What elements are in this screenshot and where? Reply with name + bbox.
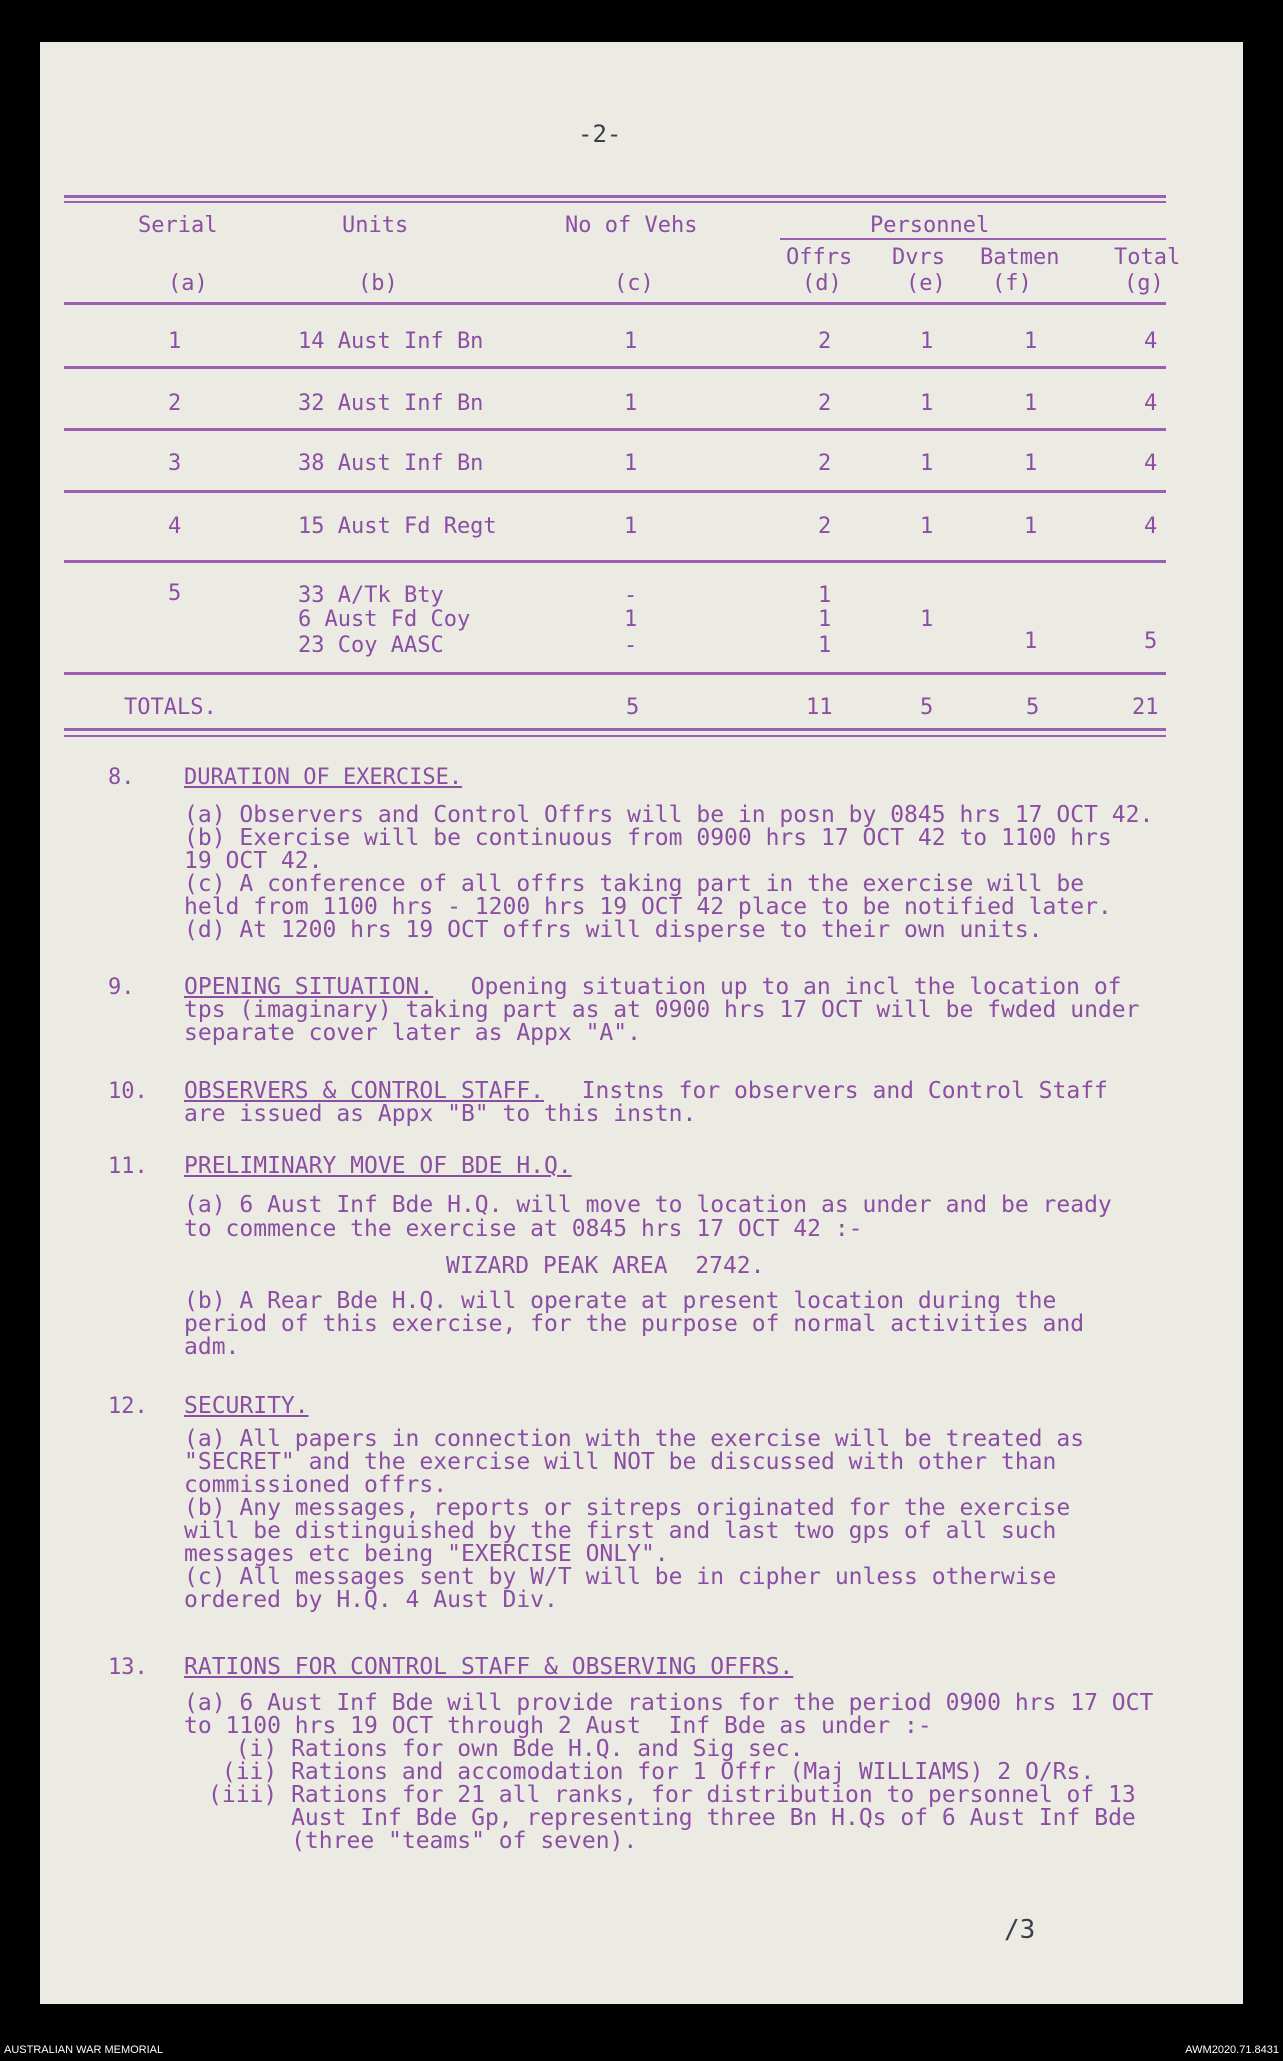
totals-label: TOTALS. (124, 695, 217, 720)
table-row-5-dvrs: 1 (920, 607, 934, 632)
totals-dvrs: 5 (920, 695, 934, 720)
table-row-5-unit-2: 6 Aust Fd Coy (298, 607, 471, 632)
row-5-rule (64, 672, 1166, 675)
table-row-4-serial: 4 (168, 514, 182, 539)
section-13-number: 13. (108, 1655, 148, 1680)
header-batmen: Batmen (980, 245, 1060, 270)
table-row-3-batmen: 1 (1024, 451, 1038, 476)
section-11-a-line-2: to commence the exercise at 0845 hrs 17 OCT 42 :- (184, 1216, 863, 1242)
footer-institution: AUSTRALIAN WAR MEMORIAL (4, 2044, 164, 2056)
table-row-5-vehs-2: 1 (624, 607, 638, 632)
totals-offrs: 11 (806, 695, 833, 720)
table-row-2-dvrs: 1 (920, 391, 934, 416)
header-personnel: Personnel (870, 213, 990, 238)
section-12-line-8: ordered by H.Q. 4 Aust Div. (184, 1587, 558, 1613)
section-13-item-3: (iii) Rations for 21 all ranks, for distribution to personnel of 13 (208, 1782, 1136, 1808)
header-dvrs: Dvrs (892, 245, 945, 270)
header-dvrs-code: (e) (906, 271, 946, 296)
section-13-line-1: (a) 6 Aust Inf Bde will provide rations for the period 0900 hrs 17 OCT (184, 1690, 1154, 1716)
section-12-line-1: (a) All papers in connection with the exercise will be treated as (184, 1426, 1085, 1452)
table-row-4-dvrs: 1 (920, 514, 934, 539)
totals-vehs: 5 (626, 695, 640, 720)
table-row-4-batmen: 1 (1024, 514, 1038, 539)
section-13-item-1: (i) Rations for own Bde H.Q. and Sig sec. (208, 1736, 804, 1762)
table-row-4-offrs: 2 (818, 514, 832, 539)
table-row-5-unit-1: 33 A/Tk Bty (298, 583, 444, 608)
table-row-5-batmen: 1 (1024, 629, 1038, 654)
table-row-2-offrs: 2 (818, 391, 832, 416)
header-vehs: No of Vehs (565, 213, 698, 238)
table-row-1-total: 4 (1144, 329, 1158, 354)
section-10-title: OBSERVERS & CONTROL STAFF. (184, 1078, 545, 1104)
section-8-number: 8. (108, 765, 135, 790)
table-row-5-total: 5 (1144, 629, 1158, 654)
section-13-title: RATIONS FOR CONTROL STAFF & OBSERVING OFFRS. (184, 1654, 794, 1680)
section-12-title: SECURITY. (184, 1393, 309, 1419)
header-total-code: (g) (1124, 271, 1164, 296)
header-serial: Serial (138, 213, 218, 238)
page-number: -2- (578, 120, 622, 148)
table-row-4-total: 4 (1144, 514, 1158, 539)
table-row-2-unit: 32 Aust Inf Bn (298, 391, 484, 416)
header-vehs-code: (c) (614, 271, 654, 296)
footer-accession: AWM2020.71.8431 (1185, 2044, 1279, 2056)
table-row-5-offrs-2: 1 (818, 607, 832, 632)
table-row-5-vehs-3: - (624, 633, 638, 658)
table-row-1-serial: 1 (168, 329, 182, 354)
section-11-b-line-1: (b) A Rear Bde H.Q. will operate at present location during the (184, 1288, 1057, 1314)
section-8-line-4: (c) A conference of all offrs taking part in the exercise will be (184, 871, 1085, 897)
section-11-title: PRELIMINARY MOVE OF BDE H.Q. (184, 1153, 572, 1179)
section-9-line-3: separate cover later as Appx "A". (184, 1020, 641, 1046)
header-bottom-rule (64, 302, 1166, 305)
totals-batmen: 5 (1026, 695, 1040, 720)
section-8-title: DURATION OF EXERCISE. (184, 765, 463, 790)
section-12-line-7: (c) All messages sent by W/T will be in cipher unless otherwise (184, 1564, 1057, 1590)
section-11-location: WIZARD PEAK AREA 2742. (446, 1253, 765, 1279)
section-8-line-5: held from 1100 hrs - 1200 hrs 19 OCT 42 place to be notified later. (184, 894, 1112, 920)
section-9-line-2: tps (imaginary) taking part as at 0900 hrs 17 OCT will be fwded under (184, 997, 1140, 1023)
table-bottom-rule-2 (64, 735, 1166, 737)
table-row-2-batmen: 1 (1024, 391, 1038, 416)
section-12-line-6: messages etc being "EXERCISE ONLY". (184, 1541, 669, 1567)
section-11-number: 11. (108, 1154, 148, 1179)
table-row-1-vehs: 1 (624, 329, 638, 354)
row-1-rule (64, 366, 1166, 369)
table-row-4-unit: 15 Aust Fd Regt (298, 514, 497, 539)
next-page-marker: /3 (1004, 1915, 1036, 1945)
header-offrs-code: (d) (802, 271, 842, 296)
table-row-3-serial: 3 (168, 451, 182, 476)
section-11-b-line-2: period of this exercise, for the purpose of normal activities and (184, 1311, 1085, 1337)
table-row-5-serial: 5 (168, 581, 182, 606)
table-row-1-dvrs: 1 (920, 329, 934, 354)
row-2-rule (64, 428, 1166, 431)
table-row-2-serial: 2 (168, 391, 182, 416)
totals-total: 21 (1132, 695, 1159, 720)
table-row-2-total: 4 (1144, 391, 1158, 416)
section-9-number: 9. (108, 975, 135, 1000)
header-offrs: Offrs (786, 245, 853, 270)
table-row-1-batmen: 1 (1024, 329, 1038, 354)
section-9-line-1-rest: Opening situation up to an incl the location of (443, 974, 1122, 1000)
section-12-line-4: (b) Any messages, reports or sitreps originated for the exercise (184, 1495, 1071, 1521)
table-row-4-vehs: 1 (624, 514, 638, 539)
header-batmen-code: (f) (992, 271, 1032, 296)
table-row-3-total: 4 (1144, 451, 1158, 476)
row-3-rule (64, 490, 1166, 493)
section-8-line-3: 19 OCT 42. (184, 848, 323, 874)
table-top-rule-2 (64, 201, 1166, 203)
header-units: Units (342, 213, 409, 238)
table-row-1-offrs: 2 (818, 329, 832, 354)
table-row-5-vehs-1: - (624, 583, 638, 608)
section-13-item-5: (three "teams" of seven). (208, 1828, 638, 1854)
personnel-underline (780, 238, 1166, 240)
table-row-3-vehs: 1 (624, 451, 638, 476)
section-11-b-line-3: adm. (184, 1334, 240, 1360)
section-8-line-2: (b) Exercise will be continuous from 0900 hrs 17 OCT 42 to 1100 hrs (184, 825, 1112, 851)
section-13-line-2: to 1100 hrs 19 OCT through 2 Aust Inf Bde as under :- (184, 1713, 932, 1739)
table-row-3-offrs: 2 (818, 451, 832, 476)
section-12-line-5: will be distinguished by the first and last two gps of all such (184, 1518, 1057, 1544)
section-11-a-line-1: (a) 6 Aust Inf Bde H.Q. will move to location as under and be ready (184, 1192, 1112, 1218)
table-row-3-dvrs: 1 (920, 451, 934, 476)
table-row-2-vehs: 1 (624, 391, 638, 416)
header-units-code: (b) (358, 271, 398, 296)
row-4-rule (64, 560, 1166, 563)
section-10-line-1-rest: Instns for observers and Control Staff (554, 1078, 1108, 1104)
table-row-5-offrs-3: 1 (818, 633, 832, 658)
section-8-line-1: (a) Observers and Control Offrs will be in posn by 0845 hrs 17 OCT 42. (184, 802, 1154, 828)
section-10-number: 10. (108, 1079, 148, 1104)
section-13-item-2: (ii) Rations and accomodation for 1 Offr (Maj WILLIAMS) 2 O/Rs. (208, 1759, 1095, 1785)
section-12-number: 12. (108, 1394, 148, 1419)
section-12-line-3: commissioned offrs. (184, 1472, 448, 1498)
table-row-3-unit: 38 Aust Inf Bn (298, 451, 484, 476)
table-row-1-unit: 14 Aust Inf Bn (298, 329, 484, 354)
table-top-rule (64, 195, 1166, 198)
table-bottom-rule (64, 728, 1166, 731)
section-10-line-2: are issued as Appx "B" to this instn. (184, 1101, 697, 1127)
section-8-line-6: (d) At 1200 hrs 19 OCT offrs will disperse to their own units. (184, 917, 1043, 943)
header-total: Total (1114, 245, 1181, 270)
header-serial-code: (a) (168, 271, 208, 296)
section-9-title: OPENING SITUATION. (184, 974, 434, 1000)
table-row-5-offrs-1: 1 (818, 583, 832, 608)
section-13-item-4: Aust Inf Bde Gp, representing three Bn H.Qs of 6 Aust Inf Bde (208, 1805, 1136, 1831)
table-row-5-unit-3: 23 Coy AASC (298, 633, 444, 658)
section-12-line-2: "SECRET" and the exercise will NOT be discussed with other than (184, 1449, 1057, 1475)
